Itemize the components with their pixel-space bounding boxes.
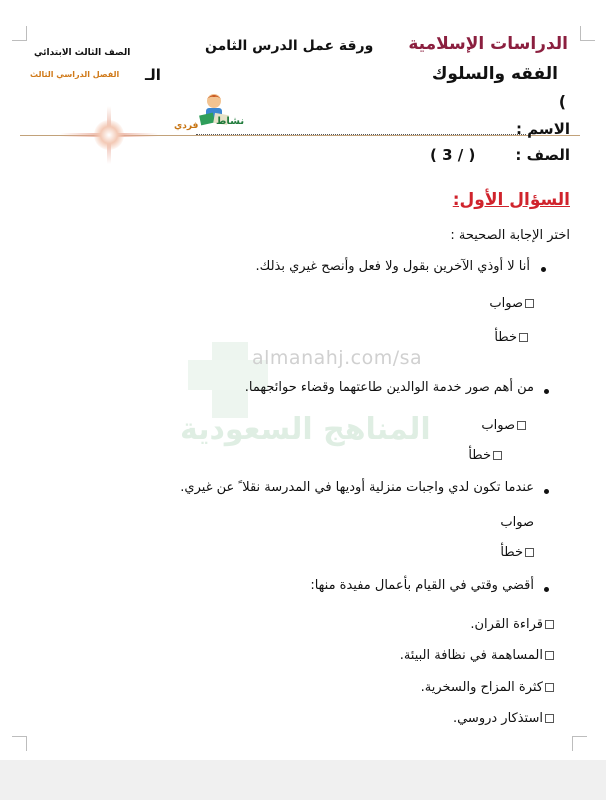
crop-mark-top-left [12,26,27,41]
statement-4: أقضي وقتي في القيام بأعمال مفيدة منها: [310,578,534,593]
option-true-1[interactable]: صواب [489,296,534,311]
option-false-3[interactable]: خطأ [500,545,534,560]
header-fragment: الـ [145,66,161,84]
crop-mark-top-right [580,26,595,41]
class-value: ( 3 / ) [430,146,476,164]
checkbox[interactable] [525,548,534,557]
question-instruction: اختر الإجابة الصحيحة : [450,228,570,243]
watermark-text: المناهج السعودية [180,412,431,447]
checkbox[interactable] [545,714,554,723]
choice-1[interactable]: قراءة القران. [470,617,554,632]
statement-3: عندما تكون لدي واجبات منزلية أوديها في المدرسة نقلا ً عن غيري. [180,480,534,495]
closing-paren: ) [558,92,566,111]
bullet [541,267,546,272]
statement-1: أنا لا أوذي الآخرين بقول ولا فعل وأنصح غيري بذلك. [255,259,530,274]
bullet [544,587,549,592]
checkbox[interactable] [545,651,554,660]
name-label: الاسم : [515,120,570,138]
course-title: الفقه والسلوك [431,64,558,84]
crop-mark-bottom-right [572,736,587,751]
option-false-1[interactable]: خطأ [494,330,528,345]
sparkle-decoration [94,120,124,150]
choice-2[interactable]: المساهمة في نظافة البيئة. [400,648,554,663]
bullet [544,489,549,494]
checkbox[interactable] [525,299,534,308]
option-false-2[interactable]: خطأ [468,448,502,463]
worksheet-title: ورقة عمل الدرس الثامن [205,38,374,54]
checkbox[interactable] [545,620,554,629]
question-title: السؤال الأول: [452,190,570,210]
subject-title: الدراسات الإسلامية [408,34,568,54]
statement-2: من أهم صور خدمة الوالدين طاعتهما وقضاء حوائجهما. [244,380,534,395]
class-label: الصف : [515,146,570,164]
checkbox[interactable] [545,683,554,692]
choice-3[interactable]: كثرة المزاح والسخرية. [421,680,554,695]
checkbox[interactable] [519,333,528,342]
option-true-2[interactable]: صواب [481,418,526,433]
individual-label: فردي [174,121,199,131]
name-field[interactable] [196,126,526,135]
choice-4[interactable]: استذكار دروسي. [453,711,554,726]
option-true-3[interactable]: صواب [500,515,534,530]
page-gap [0,760,606,800]
term-label: الفصل الدراسي الثالث [30,70,120,79]
grade-label: الصف الثالث الابتدائي [34,48,131,58]
activity-label: نشاط [216,116,245,127]
crop-mark-bottom-left [12,736,27,751]
checkbox[interactable] [517,421,526,430]
checkbox[interactable] [493,451,502,460]
watermark-url: almanahj.com/sa [252,347,423,369]
bullet [544,389,549,394]
